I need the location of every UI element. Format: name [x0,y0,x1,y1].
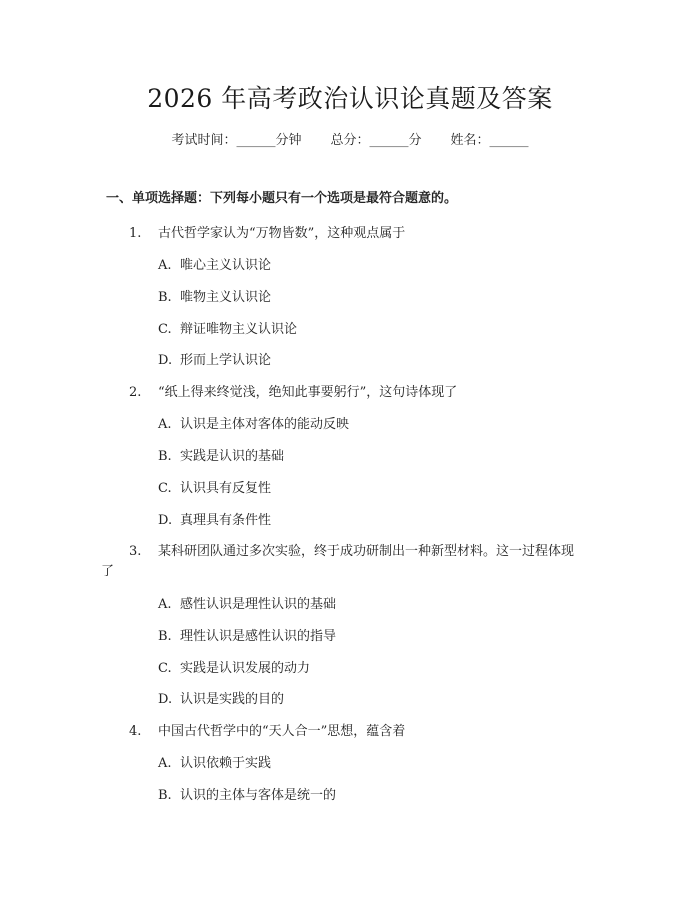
time-label: 考试时间： [171,133,237,148]
question-text: 古代哲学家认为“万物皆数”，这种观点属于 [158,226,406,241]
option-letter: C. [158,481,172,496]
option-letter: B. [158,449,172,464]
option-3c [158,659,310,679]
option-letter: A. [158,417,172,432]
option-letter: C. [158,661,172,676]
option-text: 形而上学认识论 [180,353,272,368]
option-text: 真理具有条件性 [180,513,272,528]
time-blank: ______ [236,133,276,148]
option-text: 认识具有反复性 [180,481,272,496]
question-number: 1. [129,226,142,241]
option-1d [158,351,271,371]
option-letter: A. [158,258,172,273]
question-text-continuation: 了 [101,564,115,579]
time-unit: 分钟 [275,133,302,148]
option-letter: B. [158,629,172,644]
option-text: 感性认识是理性认识的基础 [180,597,337,612]
option-1a [158,256,271,276]
score-blank: ______ [369,133,409,148]
question-text: 某科研团队通过多次实验，终于成功研制出一种新型材料。这一过程体现 [158,544,575,559]
option-text: 实践是认识的基础 [180,449,285,464]
option-text: 认识是主体对客体的能动反映 [180,417,350,432]
option-3b [158,627,336,647]
option-text: 认识的主体与客体是统一的 [180,788,337,803]
exam-meta-line [0,131,700,151]
option-text: 理性认识是感性认识的指导 [180,629,337,644]
option-letter: B. [158,788,172,803]
option-text: 唯心主义认识论 [180,258,272,273]
option-letter: D. [158,513,173,528]
option-letter: B. [158,290,172,305]
section-heading: 一、单项选择题：下列每小题只有一个选项是最符合题意的。 [106,191,458,206]
option-2d [158,511,271,531]
option-letter: D. [158,692,173,707]
option-text: 辩证唯物主义认识论 [180,322,298,337]
option-1b [158,288,271,308]
score-unit: 分 [408,133,422,148]
document-title: 2026 年高考政治认识论真题及答案 [147,84,553,113]
option-2b [158,447,284,467]
question-text: 中国古代哲学中的“天人合一”思想，蕴含着 [158,724,406,739]
option-text: 实践是认识发展的动力 [180,661,311,676]
option-text: 认识是实践的目的 [180,692,285,707]
option-4a [158,754,271,774]
option-letter: A. [158,756,172,771]
name-blank: ______ [489,133,529,148]
question-number: 4. [129,724,142,739]
option-letter: D. [158,353,173,368]
option-2a [158,415,349,435]
option-3d [158,690,284,710]
option-letter: A. [158,597,172,612]
option-4b [158,786,336,806]
name-label: 姓名： [450,133,490,148]
option-text: 认识依赖于实践 [180,756,272,771]
score-label: 总分： [330,133,370,148]
question-number: 3. [129,544,142,559]
question-number: 2. [129,385,142,400]
option-letter: C. [158,322,172,337]
option-1c [158,320,297,340]
option-2c [158,479,271,499]
question-text: “纸上得来终觉浅，绝知此事要躬行”，这句诗体现了 [158,385,458,400]
option-text: 唯物主义认识论 [180,290,272,305]
option-3a [158,595,336,615]
